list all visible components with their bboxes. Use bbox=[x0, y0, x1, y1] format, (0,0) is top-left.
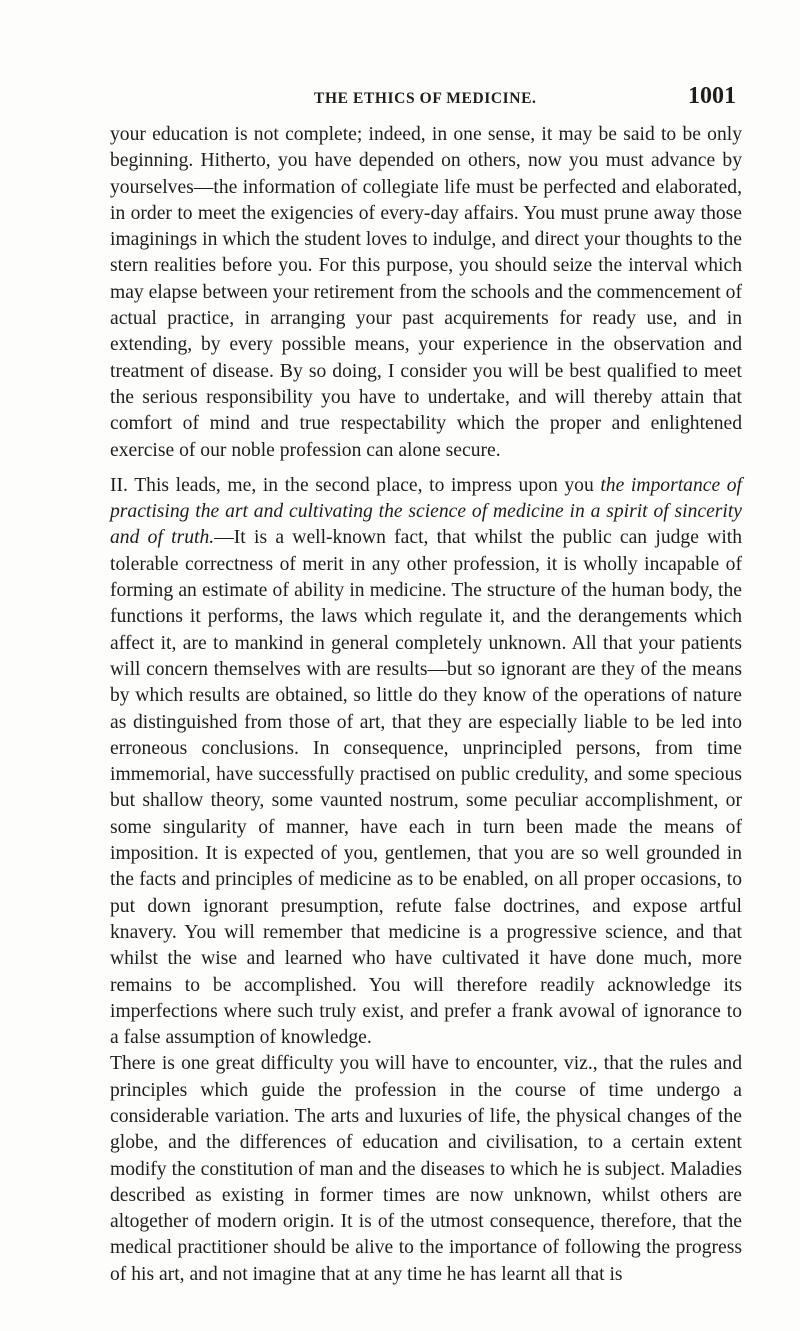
running-title: THE ETHICS OF MEDICINE. bbox=[314, 90, 537, 107]
paragraph-difficulty: There is one great difficulty you will have to encounter, viz., that the rules and principles which guide the profession in the course of time undergo a considerable variation. The arts and luxuries of life, the physical changes of the globe, and the differences of education and civilisation, to a certain extent modify the constitution of man and the diseases to which he is subject. Maladies described as existing in former times are now unknown, whilst others are altogether of modern origin. It is of the utmost consequence, therefore, that the medical practitioner should be alive to the importance of following the progress of his art, and not imagine that at any time he has learnt all that is bbox=[110, 1053, 742, 1285]
paragraph-sincerity bbox=[110, 473, 742, 1052]
section-text: —It is a well-known fact, that whilst the public can judge with tolerable correctness of merit in any other profession, it is wholly incapable of forming an estimate of ability in medicine. The structure of the human body, the functions it performs, the laws which regulate it, and the derangements which affect it, are to mankind in general completely unknown. All that your patients will concern themselves with are results—but so ignorant are they of the means by which results are obtained, so little do they know of the operations of nature as distinguished from those of art, that they are especially liable to be led into erroneous conclusions. In consequence, unprincipled persons, from time immemorial, have successfully practised on public credulity, and some specious but shallow theory, some vaunted nostrum, some peculiar accomplishment, or some singularity of manner, have each in turn been made the means of imposition. It is expected of you, gentlemen, that you are so well grounded in the facts and principles of medicine as to be enabled, on all proper occasions, to put down ignorant presumption, refute false doctrines, and expose artful knavery. You will remember that medicine is a progressive science, and that whilst the wise and learned who have cultivated it have done much, more remains to be accomplished. You will therefore readily acknowledge its imperfections where such truly exist, and prefer a frank avowal of ignorance to a false assumption of knowledge. bbox=[110, 527, 742, 1049]
section-heading-italic: the importance of practising the art and cultivating the science of medicine in a spirit of sincerity and of truth. bbox=[110, 474, 743, 549]
page-number: 1001 bbox=[688, 83, 736, 109]
paragraph-education: your education is not complete; indeed, in one sense, it may be said to be only beginning. Hitherto, you have depended on others, now you must advance by yourselves—the information of collegiate life must be perfected and elaborated, in order to meet the exigencies of every-day affairs. You must prune away those imaginings in which the student loves to indulge, and direct your thoughts to the stern realities before you. For this purpose, you should seize the interval which may elapse between your retirement from the schools and the commencement of actual practice, in arranging your past acquirements for ready use, and in extending, by every possible means, your experience in the observation and treatment of disease. By so doing, I consider you will be best qualified to meet the serious responsibility you have to undertake, and will thereby attain that comfort of mind and true respectability which the proper and enlightened exercise of our noble profession can alone secure. bbox=[110, 124, 742, 461]
section-lead: II. This leads, me, in the second place, to impress upon you bbox=[110, 474, 601, 496]
body-text bbox=[110, 122, 742, 1288]
page-header bbox=[114, 83, 736, 119]
